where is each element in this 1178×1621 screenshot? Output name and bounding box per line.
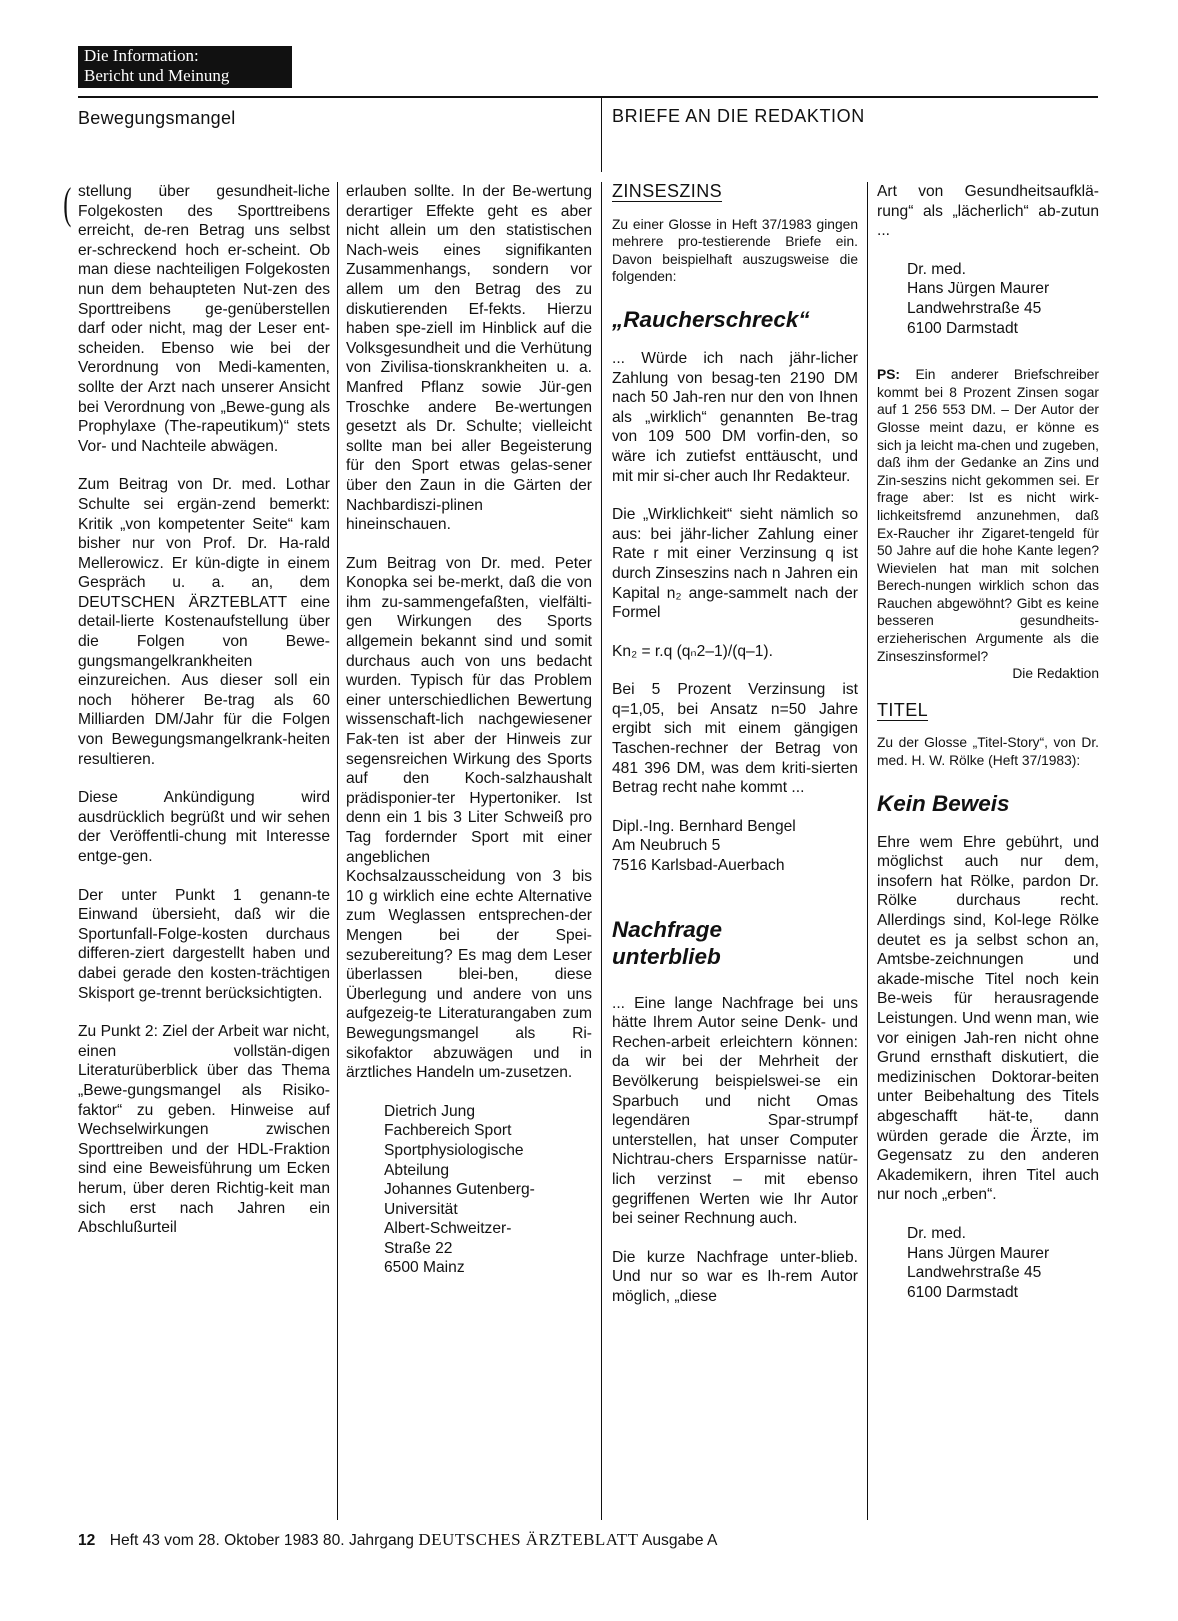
signature-line: Dr. med. bbox=[907, 260, 966, 278]
column-2 bbox=[346, 182, 592, 1278]
ps-label: PS: bbox=[877, 367, 900, 383]
paragraph: ... Eine lange Nachfrage bei uns hätte Ihrem Autor seine Denk- und Rechen-arbeit erleichtern können: da wir bei der Mehrheit der Bevölkerung beispielswei-se ein Sparbuch und nicht Omas legendären Spar-strumpf unterstellen, hat unser Computer Nichtrau-chers Ersparnisse natür-lich verzinst – mit ebenso gegriffenen Werten wie Ihr Autor bei seiner Rechnung auch. bbox=[612, 994, 858, 1228]
signature-line: Sportphysiologische bbox=[384, 1141, 524, 1159]
paragraph: Zum Beitrag von Dr. med. Lothar Schulte sei ergän-zend bemerkt: Kritik „von kompetenter Seite“ kam bisher nur von Prof. Dr. Ha-rald Mellerowicz. Er kün-digte in einem Gespräch u. a. an, dem DEUTSCHEN ÄRZTEBLATT eine detail-lierte Kostenaufstellung über die Folgen von Bewe-gungsmangelkrankheiten einzureichen. Aus dieser soll ein noch höherer Be-trag als 60 Milliarden DM/Jahr für die Folgen von Bewegungsmangelkrank-heiten resultieren. bbox=[78, 476, 330, 768]
headline-line: Nachfrage bbox=[612, 916, 723, 942]
intro-text: Zu einer Glosse in Heft 37/1983 gingen mehrere pro-testierende Briefe ein. Davon beispielhaft auszugsweise die folgenden: bbox=[612, 216, 858, 285]
paragraph: Bei 5 Prozent Verzinsung ist q=1,05, bei Ansatz n=50 Jahre ergibt sich mit einem gängigen Taschen-rechner der Betrag von 481 396 DM, was dem kriti-sierten Betrag recht nahe kommt ... bbox=[612, 681, 858, 797]
paragraph: ... Würde ich nach jähr-licher Zahlung von besag-ten 2190 DM nach 50 Jah-ren nur den von Ihnen als „wirklich“ genannten Be-trag von 109 500 DM vorfin-den, so wäre ich zutiefst enttäuscht, und mit mir si-cher auch Ihr Redakteur. bbox=[612, 349, 858, 485]
masthead-line2: Bericht und Meinung bbox=[84, 66, 230, 85]
signature-line: 6500 Mainz bbox=[384, 1259, 465, 1277]
masthead-label bbox=[78, 46, 292, 88]
signature-line: Dipl.-Ing. Bernhard Bengel bbox=[612, 817, 796, 835]
column-1 bbox=[78, 182, 330, 1257]
signature-line: Dr. med. bbox=[907, 1224, 966, 1242]
intro-text: Zu der Glosse „Titel-Story“, von Dr. med. H. W. Rölke (Heft 37/1983): bbox=[877, 735, 1099, 769]
signature-bengel bbox=[612, 817, 858, 876]
paragraph: Diese Ankündigung wird ausdrücklich begrüßt und wir sehen der Veröffentli-chung mit Interesse entge-gen. bbox=[78, 789, 330, 865]
ps-text: Ein anderer Briefschreiber kommt bei 8 Prozent Zinsen sogar auf 1 256 553 DM. – Der Autor der Glosse meint dazu, er könne es sich ja leicht ma-chen und zugeben, daß ihm der Gedanke an Zins und Zin-seszins nicht gekommen sei. Er frage aber: Ist es nicht wirk-lichkeitsfremd anzunehmen, daß Ex-Raucher ihr Zigaret-tengeld für 50 Jahre auf die hohe Kante legen? Wievielen hat man mit solchen Berech-nungen wirklich schon das Rauchen abgewöhnt? Gibt es keine besseren gesundheits-erzieherischen Argumente als die Zinseszinsformel? bbox=[877, 367, 1099, 664]
formula: Kn₂ = r.q (qₙ2–1)/(q–1). bbox=[612, 642, 773, 660]
publication-name: DEUTSCHES ÄRZTEBLATT bbox=[418, 1530, 639, 1549]
signature-line: Dietrich Jung bbox=[384, 1102, 476, 1120]
signature-line: Hans Jürgen Maurer bbox=[907, 280, 1050, 298]
postscript bbox=[877, 366, 1099, 665]
signature-line: 7516 Karlsbad-Auerbach bbox=[612, 857, 785, 875]
signature-fischer bbox=[877, 260, 1099, 338]
kicker-zinseszins: ZINSESZINS bbox=[612, 181, 723, 201]
headline-kein-beweis: Kein Beweis bbox=[877, 790, 1010, 816]
edition: Ausgabe A bbox=[641, 1532, 718, 1549]
column-rule bbox=[337, 182, 338, 1520]
signature-jung bbox=[346, 1102, 592, 1278]
signature-line: Fachbereich Sport bbox=[384, 1122, 512, 1140]
paragraph: Ehre wem Ehre gebührt, und möglichst auch nur dem, insofern hat Rölke, pardon Dr. Rölke durchaus recht. Allerdings sind, Kol-lege Rölke deutet es ja selbst schon an, Amtsbe-zeichnungen und akade-mische Titel noch kein Be-weis für herausragende Leistungen. Und wenn man, wie vor einigen Jah-ren nicht ohne Grund ernsthaft diskutiert, die medizinischen Doktorar-beiten unter Beibehaltung des Titels abgeschafft hät-te, dann würden gerade die Ärzte, im Gegensatz zu den anderen Akademikern, ihren Titel auch nur noch „erben“. bbox=[877, 833, 1099, 1204]
issue-info: Heft 43 vom 28. Oktober 1983 80. Jahrgang bbox=[109, 1532, 414, 1549]
top-rule bbox=[78, 96, 1098, 98]
headline-line: unterblieb bbox=[612, 943, 721, 969]
signature-line: 6100 Darmstadt bbox=[907, 319, 1018, 337]
signature-maurer bbox=[877, 1224, 1099, 1302]
signature-line: Landwehrstraße 45 bbox=[907, 1264, 1042, 1282]
signature-line: 6100 Darmstadt bbox=[907, 1283, 1018, 1301]
continuation-bracket: ( bbox=[63, 179, 72, 228]
paragraph: Zu Punkt 2: Ziel der Arbeit war nicht, einen vollstän-digen Literaturüberblick über das Thema „Bewe-gungsmangel als Risiko-faktor“ zu geben. Hinweise auf Wechselwirkungen zwischen Sporttreiben und der HDL-Fraktion sind eine Beweisführung um Ecken herum, über deren Richtig-keit man sich erst nach Jahren ein Abschlußurteil bbox=[78, 1023, 330, 1237]
paragraph: Zum Beitrag von Dr. med. Peter Konopka sei be-merkt, daß die von ihm zu-sammengefaßten, vielfälti-gen Wirkungen des Sports allgemein bekannt sind und somit durchaus auch von uns bedacht wurden. Typisch für das Problem einer unterschiedlichen Bewertung wissenschaft-lich nachgewiesener Fak-ten ist aber der Hinweis zur segensreichen Wirkung des Sports auf den Koch-salzhaushalt prädisponier-ter Hypertoniker. Ist denn ein 1 bis 3 Liter Schweiß pro Tag fordernder Sport mit einer angeblichen Kochsalzausscheidung von 3 bis 10 g wirklich eine echte Alternative zum Weglassen entsprechen-der Mengen bei der Spei-sezubereitung? Es mag dem Leser überlassen blei-ben, diese Überlegung und andere von uns aufgezeig-te Literaturangaben zum Bewegungsmangel als Ri-sikofaktor abzuwägen und in ärztliches Handeln um-zusetzen. bbox=[346, 554, 592, 1082]
signature-line: Straße 22 bbox=[384, 1239, 453, 1257]
column-3 bbox=[612, 182, 858, 1326]
paragraph: stellung über gesundheit-liche Folgekosten des Sporttreibens erreicht, de-ren Betrag uns selbst er-schreckend hoch er-scheint. Ob man diese nachteiligen Folgekosten nun dem behaupteten Nut-zen des Sporttreibens ge-genüberstellen darf oder nicht, mag der Leser ent-scheiden. Ebenso wie bei der Verordnung von Medi-kamenten, sollte der Arzt nach unserer Ansicht bei Verordnung von „Bewe-gung als Prophylaxe (The-rapeutikum)“ stets Vor- und Nachteile abwägen. bbox=[78, 183, 330, 455]
signature-line: Landwehrstraße 45 bbox=[907, 299, 1042, 317]
headline-nachfrage bbox=[612, 916, 858, 970]
page-footer bbox=[78, 1530, 717, 1550]
column-4 bbox=[877, 182, 1099, 1302]
masthead-line1: Die Information: bbox=[84, 46, 199, 65]
paragraph: Art von Gesundheitsaufklä-rung“ als „lächerlich“ ab-zutun ... bbox=[877, 183, 1099, 240]
column-rule bbox=[867, 182, 868, 1520]
section-heading-right: BRIEFE AN DIE REDAKTION bbox=[612, 106, 865, 126]
signature-line: Hans Jürgen Maurer bbox=[907, 1244, 1050, 1262]
section-divider bbox=[601, 98, 602, 172]
headline-raucherschreck: „Raucherschreck“ bbox=[612, 306, 810, 332]
ps-signature: Die Redaktion bbox=[1012, 666, 1099, 682]
paragraph: Der unter Punkt 1 genann-te Einwand übersieht, daß wir die Sportunfall-Folge-kosten durchaus differen-ziert dargestellt haben und dabei gerade den kosten-trächtigen Skisport ge-trennt berücksichtigten. bbox=[78, 886, 330, 1002]
paragraph: erlauben sollte. In der Be-wertung derartiger Effekte geht es aber nicht allein um den statistischen Nach-weis eines signifikanten Zusammenhangs, sondern vor allem um den Betrag des zu diskutierenden Ef-fekts. Hierzu haben spe-ziell im Hinblick auf die Volksgesundheit und die Verhütung von Zivilisa-tionskrankheiten u. a. Manfred Pflanz sowie Jür-gen Troschke andere Be-wertungen gesetzt als Dr. Schulte; vielleicht sollte man bei aller Begeisterung für den Sport etwas gelas-sener über den Zaun in die Gärten der Nachbardiszi-plinen hineinschauen. bbox=[346, 183, 592, 534]
signature-line: Am Neubruch 5 bbox=[612, 837, 721, 855]
signature-line: Johannes Gutenberg- bbox=[384, 1181, 535, 1199]
paragraph: Die „Wirklichkeit“ sieht nämlich so aus: bei jähr-licher Zahlung einer Rate r mit einer Verzinsung q ist durch Zinseszins nach n Jahren ein Kapital n₂ ange-sammelt nach der Formel bbox=[612, 506, 858, 622]
signature-line: Universität bbox=[384, 1200, 458, 1218]
section-heading-left: Bewegungsmangel bbox=[78, 108, 236, 128]
kicker-titel: TITEL bbox=[877, 699, 929, 720]
signature-line: Albert-Schweitzer- bbox=[384, 1220, 512, 1238]
signature-line: Abteilung bbox=[384, 1161, 450, 1179]
page-number: 12 bbox=[78, 1532, 96, 1549]
column-rule bbox=[601, 182, 602, 1520]
paragraph: Die kurze Nachfrage unter-blieb. Und nur so war es Ih-rem Autor möglich, „diese bbox=[612, 1248, 858, 1305]
